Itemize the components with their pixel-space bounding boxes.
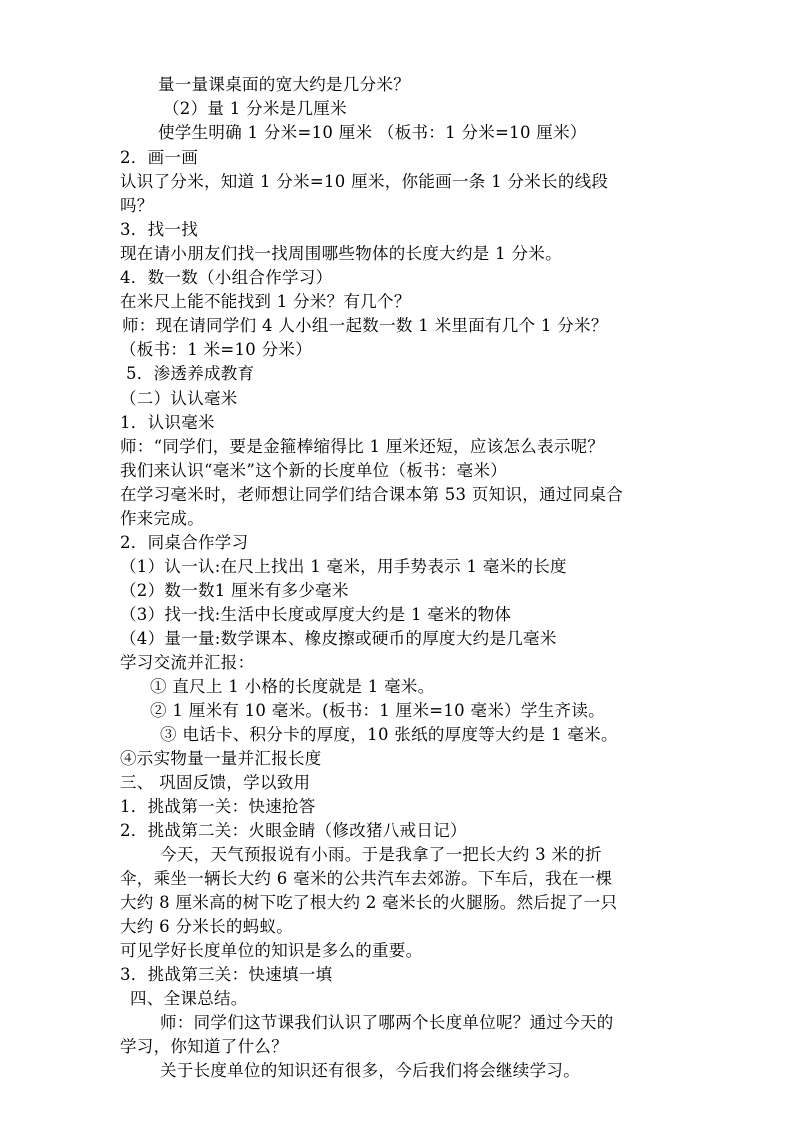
text-line: （4）量一量:数学课本、橡皮擦或硬币的厚度大约是几毫米 [120, 629, 557, 648]
text-line: （二）认认毫米 [120, 389, 238, 408]
text-line: ① 直尺上 1 小格的长度就是 1 毫米。 [150, 677, 435, 696]
text-line: 三、 巩固反馈，学以致用 [120, 773, 311, 792]
text-line: 2．画一画 [120, 148, 198, 167]
text-line: 伞，乘坐一辆长大约 6 毫米的公共汽车去郊游。下车后，我在一棵 [120, 869, 613, 888]
text-line: 使学生明确 1 分米=10 厘米 （板书：1 分米=10 厘米） [158, 123, 587, 142]
text-line: 师：现在请同学们 4 人小组一起数一数 1 米里面有几个 1 分米？ [122, 316, 608, 335]
text-line: 我们来认识“毫米”这个新的长度单位（板书：毫米） [120, 461, 508, 480]
text-line: （2）数一数1 厘米有多少毫米 [120, 581, 349, 600]
text-line: 学习交流并汇报： [120, 653, 255, 672]
text-line: 1．挑战第一关：快速抢答 [120, 797, 316, 816]
text-line: 师：同学们这节课我们认识了哪两个长度单位呢？通过今天的 [160, 1013, 614, 1032]
text-line: 在学习毫米时，老师想让同学们结合课本第 53 页知识，通过同桌合 [120, 485, 624, 504]
text-line: （1）认一认:在尺上找出 1 毫米，用手势表示 1 毫米的长度 [120, 557, 567, 576]
text-line: ② 1 厘米有 10 毫米。(板书：1 厘米=10 毫米）学生齐读。 [150, 701, 605, 720]
text-line: 今天，天气预报说有小雨。于是我拿了一把长大约 3 米的折 [160, 845, 602, 864]
text-line: 认识了分米，知道 1 分米=10 厘米，你能画一条 1 分米长的线段 [120, 172, 609, 191]
text-line: 现在请小朋友们找一找周围哪些物体的长度大约是 1 分米。 [120, 244, 562, 263]
text-line: 4．数一数（小组合作学习） [120, 268, 333, 287]
text-line: 可见学好长度单位的知识是多么的重要。 [120, 941, 423, 960]
text-line: 在米尺上能不能找到 1 分米？有几个？ [120, 292, 411, 311]
text-line: 5．渗透养成教育 [126, 364, 255, 383]
text-line: 3．挑战第三关：快速填一填 [120, 965, 333, 984]
text-line: 师：“同学们，要是金箍棒缩得比 1 厘米还短，应该怎么表示呢？ [120, 437, 605, 456]
text-line: 1．认识毫米 [120, 413, 215, 432]
text-line: 量一量课桌面的宽大约是几分米？ [158, 75, 410, 94]
text-line: ③ 电话卡、积分卡的厚度，10 张纸的厚度等大约是 1 毫米。 [160, 725, 618, 744]
text-line: ④示实物量一量并汇报长度 [120, 749, 322, 768]
text-line: 大约 6 分米长的蚂蚁。 [120, 917, 294, 936]
text-line: （3）找一找:生活中长度或厚度大约是 1 毫米的物体 [120, 605, 512, 624]
text-line: 作来完成。 [120, 509, 204, 528]
text-line: 学习，你知道了什么？ [120, 1037, 288, 1056]
text-line: 吗？ [120, 196, 154, 215]
text-line: 关于长度单位的知识还有很多，今后我们将会继续学习。 [160, 1061, 580, 1080]
text-line: 四、全课总结。 [130, 989, 248, 1008]
text-line: 大约 8 厘米高的树下吃了根大约 2 毫米长的火腿肠。然后捉了一只 [120, 893, 618, 912]
text-line: 2．挑战第二关：火眼金睛（修改猪八戒日记） [120, 821, 467, 840]
text-line: （板书：1 米=10 分米） [120, 340, 313, 359]
text-line: （2）量 1 分米是几厘米 [163, 99, 347, 118]
text-line: 3．找一找 [120, 220, 198, 239]
text-line: 2．同桌合作学习 [120, 533, 249, 552]
